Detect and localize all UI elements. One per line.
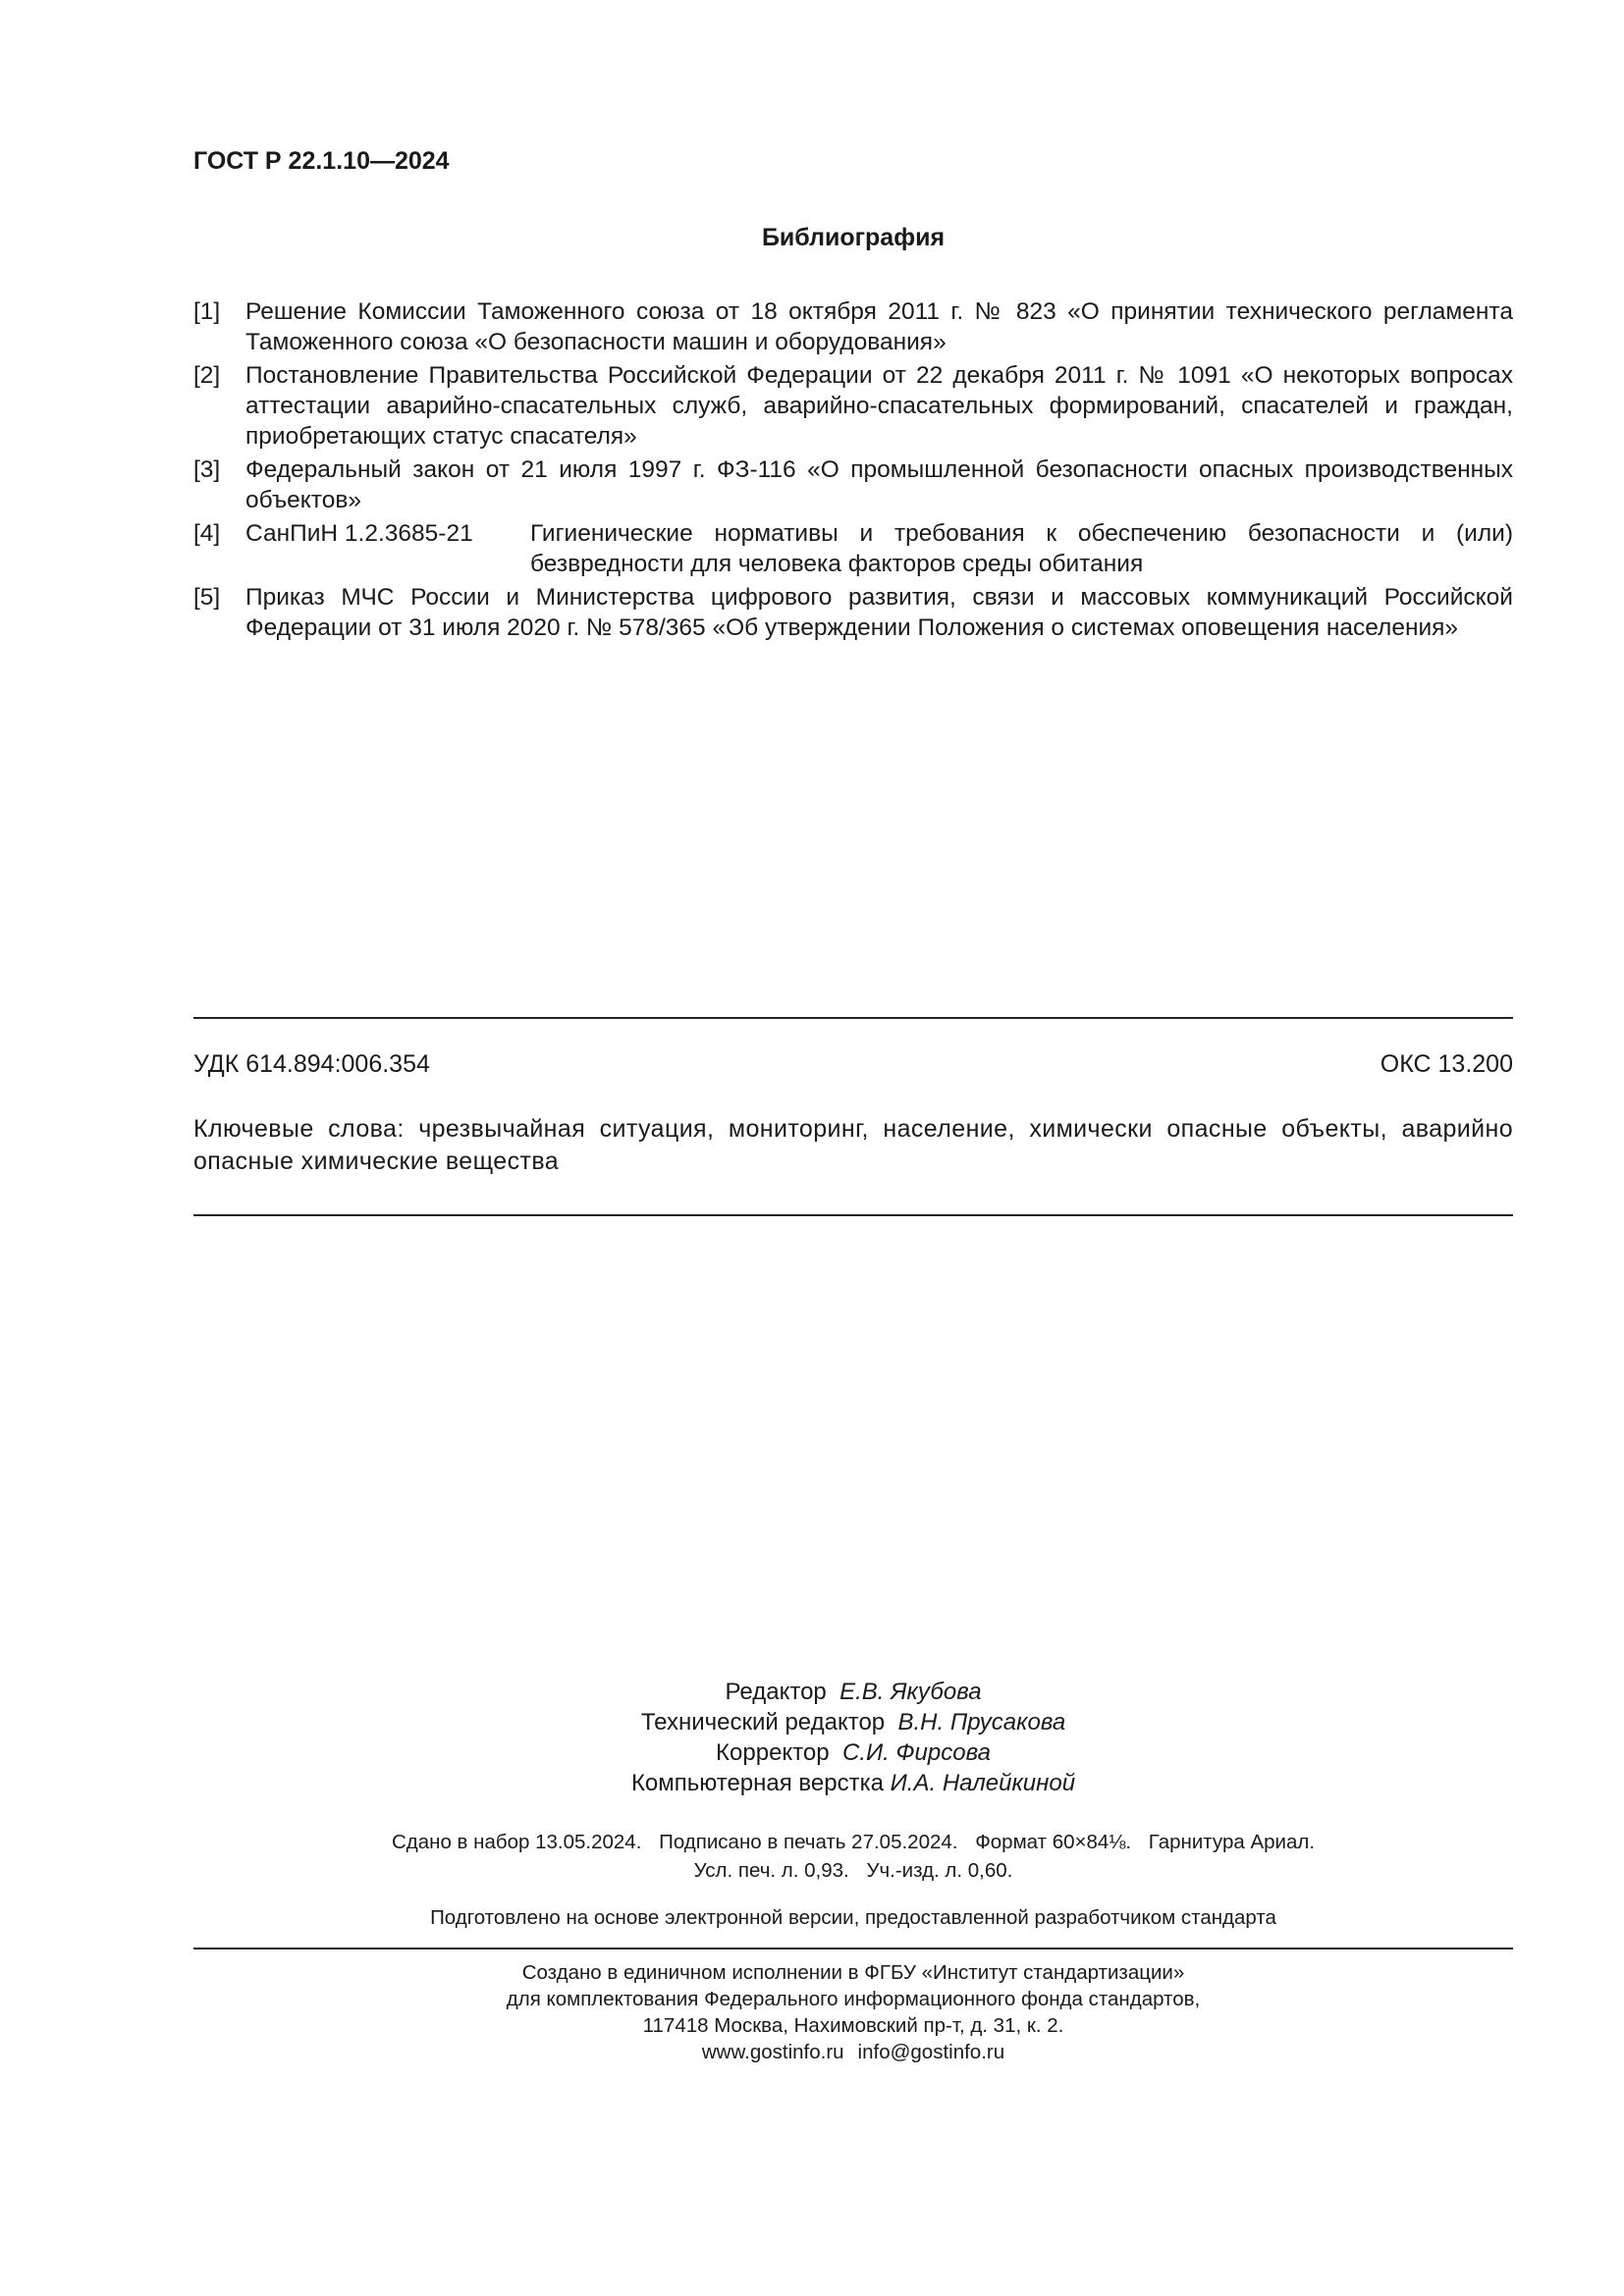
footer-line: для комплектования Федерального информационного фонда стандартов, xyxy=(506,1988,1201,2010)
signed-date: Подписано в печать 27.05.2024. xyxy=(659,1831,958,1853)
print-info-line xyxy=(193,1856,1513,1885)
credit-name: Е.В. Якубова xyxy=(839,1679,982,1705)
paper-format: Формат 60×84⅛. xyxy=(975,1831,1132,1853)
bibliography-item xyxy=(193,360,1513,452)
bibliography-item-number: [2] xyxy=(193,362,221,389)
divider-line xyxy=(193,1948,1513,1949)
bibliography-item-number: [3] xyxy=(193,456,221,483)
bibliography-item-number: [4] xyxy=(193,520,221,547)
divider-line xyxy=(193,1017,1513,1019)
keywords: Ключевые слова: чрезвычайная ситуация, мониторинг, население, химически опасные объекты, аварийно опасные химические вещества xyxy=(193,1115,1513,1175)
bibliography-item-number: [1] xyxy=(193,298,221,325)
print-info-line xyxy=(193,1828,1513,1856)
submitted-date: Сдано в набор 13.05.2024. xyxy=(391,1831,642,1853)
credit-line xyxy=(193,1737,1513,1768)
print-sheets: Усл. печ. л. 0,93. xyxy=(693,1859,849,1882)
bibliography-item xyxy=(193,296,1513,357)
divider-line xyxy=(193,1214,1513,1216)
credit-role: Редактор xyxy=(725,1679,827,1705)
credit-role: Технический редактор xyxy=(640,1709,886,1735)
bibliography-item xyxy=(193,582,1513,643)
bibliography-item xyxy=(193,454,1513,515)
bibliography-title: Библиография xyxy=(761,224,946,251)
typeface: Гарнитура Ариал. xyxy=(1148,1831,1316,1853)
prepared-note: Подготовлено на основе электронной версии, предоставленной разработчиком стандарта xyxy=(430,1906,1276,1929)
bibliography-item-text: Гигиенические нормативы и требования к обеспечению безопасности и (или) безвредности для человека факторов среды обитания xyxy=(530,520,1513,577)
bibliography-list xyxy=(193,296,1513,646)
oks-code: ОКС 13.200 xyxy=(1380,1050,1513,1078)
website-link[interactable]: www.gostinfo.ru xyxy=(701,2041,844,2063)
bibliography-item xyxy=(193,518,1513,579)
footer-contacts xyxy=(193,2039,1513,2065)
credit-name: С.И. Фирсова xyxy=(841,1739,991,1766)
print-info xyxy=(193,1828,1513,1885)
bibliography-item-code: СанПиН 1.2.3685-21 xyxy=(245,520,473,547)
bibliography-item-text: Решение Комиссии Таможенного союза от 18 октября 2011 г. № 823 «О принятии технического регламента Таможенного союза «О безопасности машин и оборудования» xyxy=(245,298,1513,355)
footer-line: 117418 Москва, Нахимовский пр-т, д. 31, к. 2. xyxy=(642,2014,1064,2037)
bibliography-item-number: [5] xyxy=(193,584,221,611)
footer-line: Создано в единичном исполнении в ФГБУ «Институт стандартизации» xyxy=(521,1961,1185,1984)
publishing-sheets: Уч.-изд. л. 0,60. xyxy=(866,1859,1013,1882)
credit-line xyxy=(193,1768,1513,1798)
credit-line xyxy=(193,1677,1513,1707)
credit-name: И.А. Налейкиной xyxy=(890,1770,1076,1796)
document-code: ГОСТ Р 22.1.10—2024 xyxy=(193,147,450,175)
email-link[interactable]: info@gostinfo.ru xyxy=(857,2041,1005,2063)
credit-role: Корректор xyxy=(716,1739,830,1766)
credit-role: Компьютерная верстка xyxy=(630,1770,884,1796)
credit-line xyxy=(193,1707,1513,1737)
publisher-footer xyxy=(193,1959,1513,2065)
credits-block xyxy=(193,1677,1513,1798)
bibliography-item-text: Приказ МЧС России и Министерства цифрового развития, связи и массовых коммуникаций Российской Федерации от 31 июля 2020 г. № 578/365 «Об утверждении Положения о системах оповещения населения» xyxy=(245,584,1513,641)
credit-name: В.Н. Прусакова xyxy=(897,1709,1066,1735)
bibliography-item-text: Постановление Правительства Российской Федерации от 22 декабря 2011 г. № 1091 «О некоторых вопросах аттестации аварийно-спасательных служб, аварийно-спасательных формирований, спасателей и граждан, приобретающих статус спасателя» xyxy=(245,362,1513,450)
udk-code: УДК 614.894:006.354 xyxy=(193,1050,430,1078)
bibliography-item-text: Федеральный закон от 21 июля 1997 г. ФЗ-116 «О промышленной безопасности опасных производственных объектов» xyxy=(245,456,1513,513)
